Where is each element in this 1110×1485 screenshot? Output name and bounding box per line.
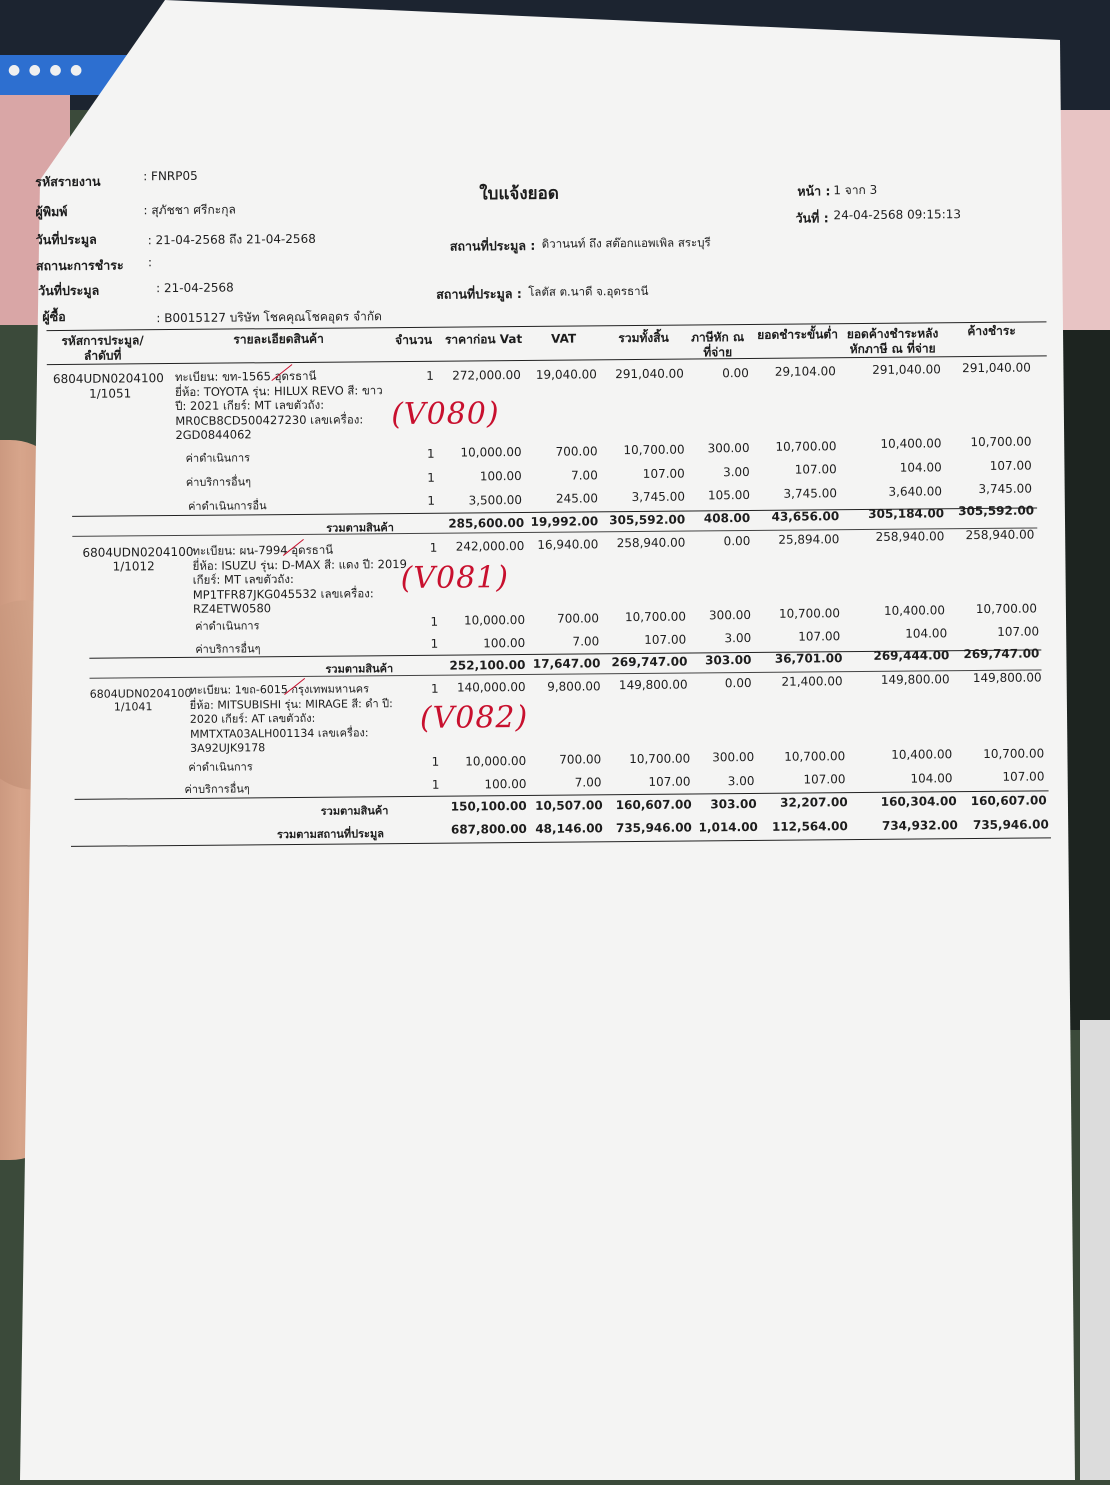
cell-wht: 300.00 bbox=[707, 440, 750, 456]
cell-outstanding: 291,040.00 bbox=[962, 360, 1031, 376]
cell-out-after: 10,400.00 bbox=[891, 747, 953, 762]
cell-pre-vat: 10,000.00 bbox=[463, 612, 526, 628]
grand-total-vat: 48,146.00 bbox=[535, 821, 603, 836]
subtotal-pre-vat: 285,600.00 bbox=[448, 515, 525, 531]
col-out-after-line2: หักภาษี ณ ที่จ่าย bbox=[849, 341, 936, 357]
cell-vat: 700.00 bbox=[559, 752, 602, 767]
cell-vat: 7.00 bbox=[571, 468, 598, 483]
cell-label: ค่าดำเนินการอื่น bbox=[187, 499, 267, 513]
cell-min-pay: 10,700.00 bbox=[775, 439, 837, 454]
auction-date2: : 21-04-2568 bbox=[156, 280, 234, 296]
grand-total-outstanding: 735,946.00 bbox=[972, 817, 1049, 833]
page-label: หน้า : bbox=[797, 183, 831, 199]
cell-label: ค่าบริการอื่นๆ bbox=[195, 642, 261, 656]
subtotal-vat: 19,992.00 bbox=[530, 514, 599, 529]
col-ref-line1: รหัสการประมูล/ bbox=[61, 333, 144, 348]
col-qty: จำนวน bbox=[395, 332, 433, 348]
cell-min-pay: 107.00 bbox=[803, 772, 846, 787]
cell-total: 10,700.00 bbox=[624, 609, 687, 625]
group2-desc-line: ทะเบียน: ผน-7994 อุดรธานี bbox=[192, 542, 334, 558]
cell-min-pay: 29,104.00 bbox=[774, 364, 836, 379]
subtotal-label: รวมตามสินค้า bbox=[326, 521, 394, 535]
cell-total: 107.00 bbox=[648, 774, 691, 789]
cell-min-pay: 107.00 bbox=[794, 462, 837, 477]
group2-description bbox=[192, 542, 407, 616]
cell-wht: 0.00 bbox=[724, 675, 752, 691]
col-out-after bbox=[841, 326, 945, 357]
cell-wht: 105.00 bbox=[707, 487, 751, 503]
cell-qty: 1 bbox=[427, 470, 435, 485]
cell-wht: 3.00 bbox=[724, 630, 752, 646]
venue2: โลตัส ต.นาดี จ.อุดรธานี bbox=[528, 283, 649, 299]
cell-vat: 245.00 bbox=[555, 491, 599, 506]
cell-outstanding: 149,800.00 bbox=[972, 670, 1042, 686]
cell-outstanding: 10,700.00 bbox=[975, 601, 1038, 617]
group3-seq: 1/1041 bbox=[113, 700, 153, 714]
group2-desc-line: RZ4ETW0580 bbox=[192, 601, 272, 616]
cell-wht: 3.00 bbox=[727, 773, 755, 789]
cell-total: 3,745.00 bbox=[631, 489, 686, 505]
subtotal-min-pay: 36,701.00 bbox=[774, 651, 843, 666]
grand-total-wht: 1,014.00 bbox=[698, 819, 758, 835]
cell-out-after: 258,940.00 bbox=[875, 529, 945, 544]
auction-date-range: : 21-04-2568 ถึง 21-04-2568 bbox=[147, 231, 316, 248]
cell-label: ค่าดำเนินการ bbox=[188, 760, 253, 774]
group3-description bbox=[190, 682, 394, 756]
group3-desc-line: MMTXTA03ALH001134 เลขเครื่อง: bbox=[189, 725, 369, 741]
subtotal-min-pay: 43,656.00 bbox=[771, 509, 840, 524]
cell-vat: 7.00 bbox=[572, 634, 600, 649]
cell-pre-vat: 272,000.00 bbox=[452, 367, 521, 383]
cell-outstanding: 107.00 bbox=[989, 458, 1032, 473]
cell-outstanding: 10,700.00 bbox=[970, 434, 1032, 450]
venue2-label: สถานที่ประมูล : bbox=[436, 285, 522, 302]
group1-desc-line: MR0CB8CD500427230 เลขเครื่อง: bbox=[175, 411, 364, 428]
cell-total: 10,700.00 bbox=[629, 751, 691, 767]
group1-desc-line: ทะเบียน: ขท-1565 อุดรธานี bbox=[174, 368, 317, 385]
grand-total-min-pay: 112,564.00 bbox=[771, 819, 848, 834]
subtotal-wht: 303.00 bbox=[705, 652, 752, 668]
buyer-label: ผู้ซื้อ bbox=[42, 308, 66, 325]
col-out-after-line1: ยอดค้างชำระหลัง bbox=[846, 326, 939, 342]
subtotal-wht: 408.00 bbox=[703, 510, 751, 526]
cell-qty: 1 bbox=[430, 681, 439, 696]
cell-min-pay: 3,745.00 bbox=[783, 486, 838, 501]
cell-out-after: 104.00 bbox=[905, 626, 948, 641]
cell-out-after: 3,640.00 bbox=[888, 484, 943, 499]
subtotal-total: 269,747.00 bbox=[611, 654, 688, 670]
cell-outstanding: 258,940.00 bbox=[965, 527, 1035, 543]
cell-qty: 1 bbox=[431, 777, 440, 792]
cell-outstanding: 107.00 bbox=[997, 624, 1040, 639]
cell-vat: 9,800.00 bbox=[547, 679, 601, 694]
handwritten-note-3: (V082) bbox=[419, 699, 529, 736]
group3-desc-line: ทะเบียน: 1ขถ-6015 กรุงเทพมหานคร bbox=[189, 682, 370, 697]
cell-vat: 19,040.00 bbox=[535, 367, 597, 382]
cell-label: ค่าบริการอื่นๆ bbox=[185, 475, 252, 489]
cell-label: ค่าดำเนินการ bbox=[185, 451, 251, 465]
subtotal-vat: 10,507.00 bbox=[535, 798, 603, 813]
cell-outstanding: 107.00 bbox=[1002, 769, 1045, 784]
print-date: 24-04-2568 09:15:13 bbox=[833, 207, 962, 223]
subtotal-label: รวมตามสินค้า bbox=[320, 804, 389, 818]
printer-label: ผู้พิมพ์ bbox=[35, 203, 68, 220]
col-detail: รายละเอียดสินค้า bbox=[233, 331, 324, 347]
subtotal-total: 305,592.00 bbox=[609, 512, 686, 528]
group2-seq: 1/1012 bbox=[112, 559, 155, 574]
group3-ref: 6804UDN0204100 bbox=[89, 686, 192, 701]
col-pre-vat: ราคาก่อน Vat bbox=[444, 331, 523, 347]
subtotal-outstanding: 269,747.00 bbox=[963, 646, 1040, 662]
cell-pre-vat: 10,000.00 bbox=[460, 444, 522, 460]
group3-desc-line: 3A92UJK9178 bbox=[190, 741, 266, 755]
venue-range: ดิวานนท์ ถึง สต๊อกแอพเพิล สระบุรี bbox=[541, 235, 711, 251]
cell-min-pay: 21,400.00 bbox=[781, 674, 843, 689]
group3-desc-line: ยี่ห้อ: MITSUBISHI รุ่น: MIRAGE สี: ดำ ปี: bbox=[189, 696, 393, 712]
group1-ref: 6804UDN0204100 bbox=[52, 371, 164, 387]
cell-out-after: 104.00 bbox=[910, 771, 953, 786]
cell-vat: 7.00 bbox=[574, 775, 602, 790]
subtotal-wht: 303.00 bbox=[710, 796, 757, 812]
cell-wht: 300.00 bbox=[712, 749, 755, 765]
cell-out-after: 291,040.00 bbox=[872, 362, 941, 377]
cell-pre-vat: 100.00 bbox=[483, 635, 526, 651]
cell-out-after: 104.00 bbox=[899, 460, 942, 475]
subtotal-out-after: 160,304.00 bbox=[880, 794, 957, 809]
cell-min-pay: 10,700.00 bbox=[778, 606, 841, 621]
col-wht-line2: ที่จ่าย bbox=[703, 345, 733, 360]
subtotal-pre-vat: 252,100.00 bbox=[449, 657, 526, 673]
group3-desc-line: 2020 เกียร์: AT เลขตัวถัง: bbox=[189, 711, 316, 726]
col-wht-line1: ภาษีหัก ณ bbox=[690, 330, 745, 345]
cell-total: 258,940.00 bbox=[616, 535, 686, 551]
cell-label: ค่าบริการอื่นๆ bbox=[184, 782, 250, 796]
cell-total: 10,700.00 bbox=[623, 442, 685, 458]
taskbar-icons: ● ● ● ● bbox=[8, 62, 85, 78]
grand-total-total: 735,946.00 bbox=[615, 820, 692, 836]
handwritten-note-2: (V081) bbox=[400, 560, 510, 597]
cell-qty: 1 bbox=[426, 368, 434, 383]
subtotal-vat: 17,647.00 bbox=[532, 656, 601, 671]
cell-pre-vat: 10,000.00 bbox=[465, 753, 527, 769]
col-ref bbox=[43, 333, 163, 364]
printer-name: : สุภัชชา ศรีกะกุล bbox=[143, 202, 236, 218]
col-outstanding: ค้างชำระ bbox=[967, 323, 1016, 339]
col-min-pay: ยอดชำระขั้นต่ำ bbox=[757, 327, 839, 342]
group1-seq: 1/1051 bbox=[88, 386, 132, 401]
handwritten-note-1: (V080) bbox=[391, 396, 500, 433]
cell-label: ค่าดำเนินการ bbox=[195, 619, 260, 633]
group2-ref: 6804UDN0204100 bbox=[82, 544, 194, 560]
cell-total: 107.00 bbox=[644, 632, 687, 647]
group1-desc-line: ยี่ห้อ: TOYOTA รุ่น: HILUX REVO สี: ขาว bbox=[174, 382, 383, 399]
cell-wht: 0.00 bbox=[723, 533, 751, 549]
cell-out-after: 10,400.00 bbox=[883, 603, 946, 618]
cell-total: 149,800.00 bbox=[618, 677, 688, 693]
cell-min-pay: 25,894.00 bbox=[778, 532, 840, 547]
auction-date-label: วันที่ประมูล bbox=[35, 231, 97, 248]
cell-out-after: 149,800.00 bbox=[880, 672, 950, 687]
group2-desc-line: MP1TFR87JKG045532 เลขเครื่อง: bbox=[192, 585, 374, 602]
group1-desc-line: 2GD0844062 bbox=[175, 427, 252, 443]
cell-out-after: 10,400.00 bbox=[880, 436, 942, 451]
cell-total: 107.00 bbox=[642, 466, 685, 481]
buyer-name: : B0015127 บริษัท โชคคุณโชคอุดร จำกัด bbox=[156, 309, 382, 326]
cell-qty: 1 bbox=[430, 636, 439, 651]
cell-min-pay: 107.00 bbox=[798, 629, 841, 644]
cell-outstanding: 10,700.00 bbox=[983, 746, 1045, 761]
cell-vat: 700.00 bbox=[555, 444, 598, 459]
auction-date2-label: วันที่ประมูล bbox=[38, 282, 100, 299]
grand-total-rule bbox=[71, 837, 1051, 847]
date-label: วันที่ : bbox=[795, 210, 829, 226]
cell-min-pay: 10,700.00 bbox=[784, 749, 846, 764]
cell-qty: 1 bbox=[427, 493, 436, 508]
grand-total-pre-vat: 687,800.00 bbox=[450, 821, 527, 837]
payment-status-label: สถานะการชำระ bbox=[35, 257, 124, 274]
subtotal-label: รวมตามสินค้า bbox=[325, 662, 394, 676]
grand-total-label: รวมตามสถานที่ประมูล bbox=[276, 827, 384, 842]
document-title: ใบแจ้งยอด bbox=[479, 183, 559, 205]
cell-outstanding: 3,745.00 bbox=[978, 481, 1032, 496]
col-ref-line2: ลำดับที่ bbox=[83, 348, 122, 363]
venue-label: สถานที่ประมูล : bbox=[449, 237, 536, 254]
cell-pre-vat: 140,000.00 bbox=[456, 679, 526, 695]
cell-pre-vat: 100.00 bbox=[479, 468, 522, 484]
cell-pre-vat: 242,000.00 bbox=[455, 538, 525, 554]
cell-qty: 1 bbox=[426, 446, 435, 461]
col-vat: VAT bbox=[551, 331, 577, 346]
cell-total: 291,040.00 bbox=[615, 366, 684, 382]
report-code: : FNRP05 bbox=[143, 168, 198, 184]
subtotal-outstanding: 305,592.00 bbox=[958, 503, 1035, 519]
cell-wht: 3.00 bbox=[722, 464, 750, 480]
subtotal-out-after: 269,444.00 bbox=[873, 648, 950, 663]
grand-total-out-after: 734,932.00 bbox=[881, 818, 958, 833]
cell-wht: 0.00 bbox=[722, 365, 749, 381]
group2-desc-line: เกียร์: MT เลขตัวถัง: bbox=[192, 571, 294, 587]
subtotal-pre-vat: 150,100.00 bbox=[450, 798, 527, 814]
group1-description bbox=[175, 368, 383, 442]
col-total: รวมทั้งสิ้น bbox=[618, 330, 669, 346]
group1-desc-line: ปี: 2021 เกียร์: MT เลขตัวถัง: bbox=[175, 397, 325, 414]
cell-qty: 1 bbox=[431, 754, 440, 769]
cell-vat: 16,940.00 bbox=[537, 537, 599, 552]
cell-wht: 300.00 bbox=[708, 607, 752, 623]
page-number: 1 จาก 3 bbox=[833, 182, 878, 198]
cell-vat: 700.00 bbox=[556, 611, 600, 626]
group2-desc-line: ยี่ห้อ: ISUZU รุ่น: D-MAX สี: แดง ปี: 2019 bbox=[192, 556, 407, 573]
col-wht bbox=[683, 330, 753, 361]
subtotal-total: 160,607.00 bbox=[615, 797, 692, 813]
subtotal-min-pay: 32,207.00 bbox=[780, 795, 848, 810]
report-code-label: รหัสรายงาน bbox=[35, 173, 101, 190]
cell-pre-vat: 100.00 bbox=[484, 776, 527, 792]
subtotal-out-after: 305,184.00 bbox=[868, 506, 945, 521]
cell-pre-vat: 3,500.00 bbox=[468, 492, 523, 508]
payment-status: : bbox=[147, 255, 153, 270]
cell-qty: 1 bbox=[429, 540, 438, 555]
subtotal-outstanding: 160,607.00 bbox=[970, 793, 1047, 809]
cell-qty: 1 bbox=[430, 614, 439, 629]
